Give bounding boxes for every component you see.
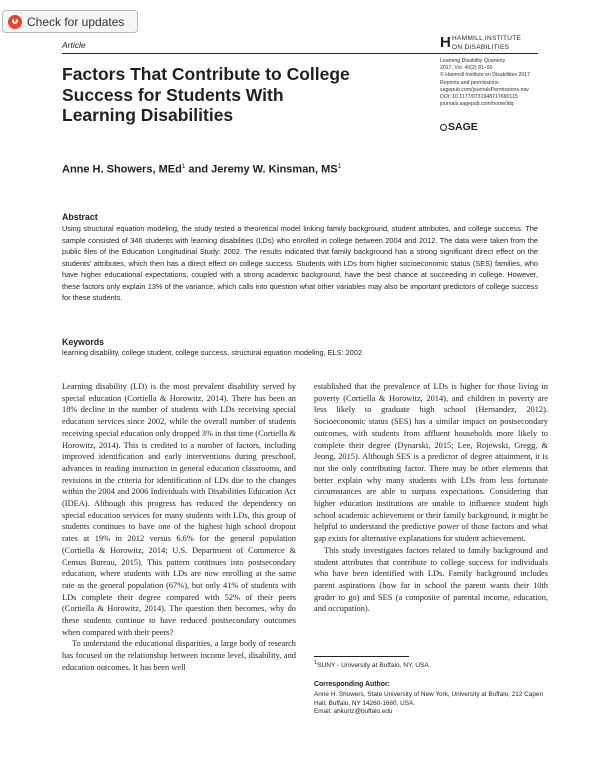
article-type-label: Article — [62, 40, 86, 50]
header-rule — [62, 53, 538, 54]
body-paragraph: This study investigates factors related to family background and student attributes that contribute to college success for individuals who have been identified with LDs. Family background includes parent aspirations (how far in school the parent wants their 10th grader to go) and SES (a composite of parental income, education, and occupation). — [314, 545, 548, 614]
affiliation-text: SUNY - University at Buffalo, NY, USA — [317, 662, 429, 670]
author-1: Anne H. Showers, MEd — [62, 163, 182, 176]
logo-line-1: HAMMILL INSTITUTE — [452, 35, 522, 42]
author-2-affil: 1 — [337, 163, 342, 170]
abstract-heading: Abstract — [62, 212, 98, 222]
check-for-updates-label: Check for updates — [27, 14, 125, 29]
hammill-logo-icon: Н — [440, 34, 450, 51]
author-2: Jeremy W. Kinsman, MS — [211, 163, 338, 176]
footnote-rule — [314, 656, 409, 657]
keywords-heading: Keywords — [62, 337, 105, 347]
sage-wordmark: SAGE — [448, 121, 478, 133]
journal-home-link[interactable]: journals.sagepub.com/home/ldq — [440, 101, 514, 108]
journal-info — [440, 58, 580, 108]
journal-volume: 2017, Vol. 40(2) 81–90 — [440, 65, 493, 72]
body-column-left — [62, 381, 296, 674]
corresponding-author-heading: Corresponding Author: — [314, 681, 390, 688]
body-column-right — [314, 381, 548, 615]
author-1-affil: 1 — [181, 163, 186, 170]
journal-reprints: Reprints and permissions: — [440, 79, 500, 86]
corresponding-address: Anne H. Showers, State University of New York, University at Buffalo, 212 Capen Hall, Buffalo, NY 14260-1680, USA. — [314, 691, 543, 707]
journal-permissions-link[interactable]: sagepub.com/journalsPermissions.nav — [440, 86, 529, 93]
article-title: Factors That Contribute to College Success for Students With Learning Disabilities — [62, 64, 350, 125]
body-paragraph: To understand the educational disparities, a large body of research has focused on the relationship between income level, disability, and education outcomes. It has been well — [62, 639, 296, 672]
check-for-updates-button[interactable] — [2, 10, 138, 33]
corresponding-email[interactable]: Email: ahkurtz@buffalo.edu — [314, 708, 393, 716]
corresponding-author-details — [314, 691, 544, 717]
logo-line-2: ON DISABILITIES — [452, 44, 510, 51]
keywords-text: learning disability, college student, college success, structural equation modeling, ELS: 2002 — [62, 348, 362, 357]
authors — [62, 163, 341, 176]
author-conj: and — [185, 163, 212, 176]
footnote-marker: 1 — [314, 660, 318, 666]
update-icon — [8, 15, 22, 29]
body-paragraph: established that the prevalence of LDs is higher for those living in poverty (Cortiella & Horowitz, 2014), and children in poverty are less likely to graduate high school (Hernandez, 2012). Socioeconomic status (SES) has a similar impact on postsecondary outcomes, with students from affluent households more likely to complete their degree (Dynarski, 2015; Lee, Rojewski, Gregg, & Jeong, 2015). Although SES is a predictor of degree attainment, it is not the only contributing factor. There may be other elements that better explain why many students with LDs from less fortunate circumstances are able to surpass expectations. Considering that higher education institutions are unable to influence student high school academic achievement or their family background, it might be helpful to understand the predictive power of those factors and what gap exists for alternative explanations for student achievement. — [314, 382, 548, 544]
journal-name: Learning Disability Quarterly — [440, 58, 506, 64]
sage-logo — [440, 121, 478, 133]
sage-mark-icon — [440, 124, 447, 131]
journal-copyright: © Hammill Institute on Disabilities 2017 — [440, 72, 531, 79]
body-paragraph: Learning disability (LD) is the most prevalent disability served by special education (Cortiella & Horowitz, 2014). There has been an 18% decline in the number of students with LDs receiving special education services since 2002, while the overall number of students receiving special education only dropped 3% in that time (Cortiella & Horowitz, 2014). This is credited to a number of factors, including improved identification and early interventions during preschool, advances in reading instruction in general education classrooms, and revisions in the criteria for identification of LDs due to the changes within the 2004 and 2006 Individuals with Disabilities Education Act (IDEA). Although this progress has reduced the dependency on special education services for many students with LDs, this group of students continues to have one of the highest high school dropout rates at 19% in 2012 versus 6.6% for the general population (Cortiella & Horowitz, 2014; U.S. Department of Commerce & Census Bureau, 2015). This pattern continues into postsecondary education, where students with LDs are now enrolling at the same rate as the general population (67%), but only 41% of students with LDs complete their degree compared with 52% of their peers (Cortiella & Horowitz, 2014). The question then becomes, why do these students continue to have reduced postsecondary outcomes when compared with their peers? — [62, 382, 296, 637]
abstract-text: Using structural equation modeling, the study tested a theoretical model linking family background, student attributes, and college success. The sample consisted of 346 students with learning disabilities (LDs) who enrolled in college between 2004 and 2012. The data were taken from the public files of the Education Longitudinal Study: 2002. The results indicated that family background has a strong significant direct effect on the students' attributes, which then has a direct effect on college success. Students with LDs from higher socioeconomic status (SES) families, who have higher educational expectations, coupled with a strong academic background, have the best chance at succeeding in college. However, these factors only explain 13% of the variance, which calls into question what other variables may also be important predictors of college success for these students. — [62, 224, 538, 302]
journal-doi[interactable]: DOI: 10.1177/0731948717690115 — [440, 94, 518, 101]
affiliation-footnote — [314, 660, 429, 669]
